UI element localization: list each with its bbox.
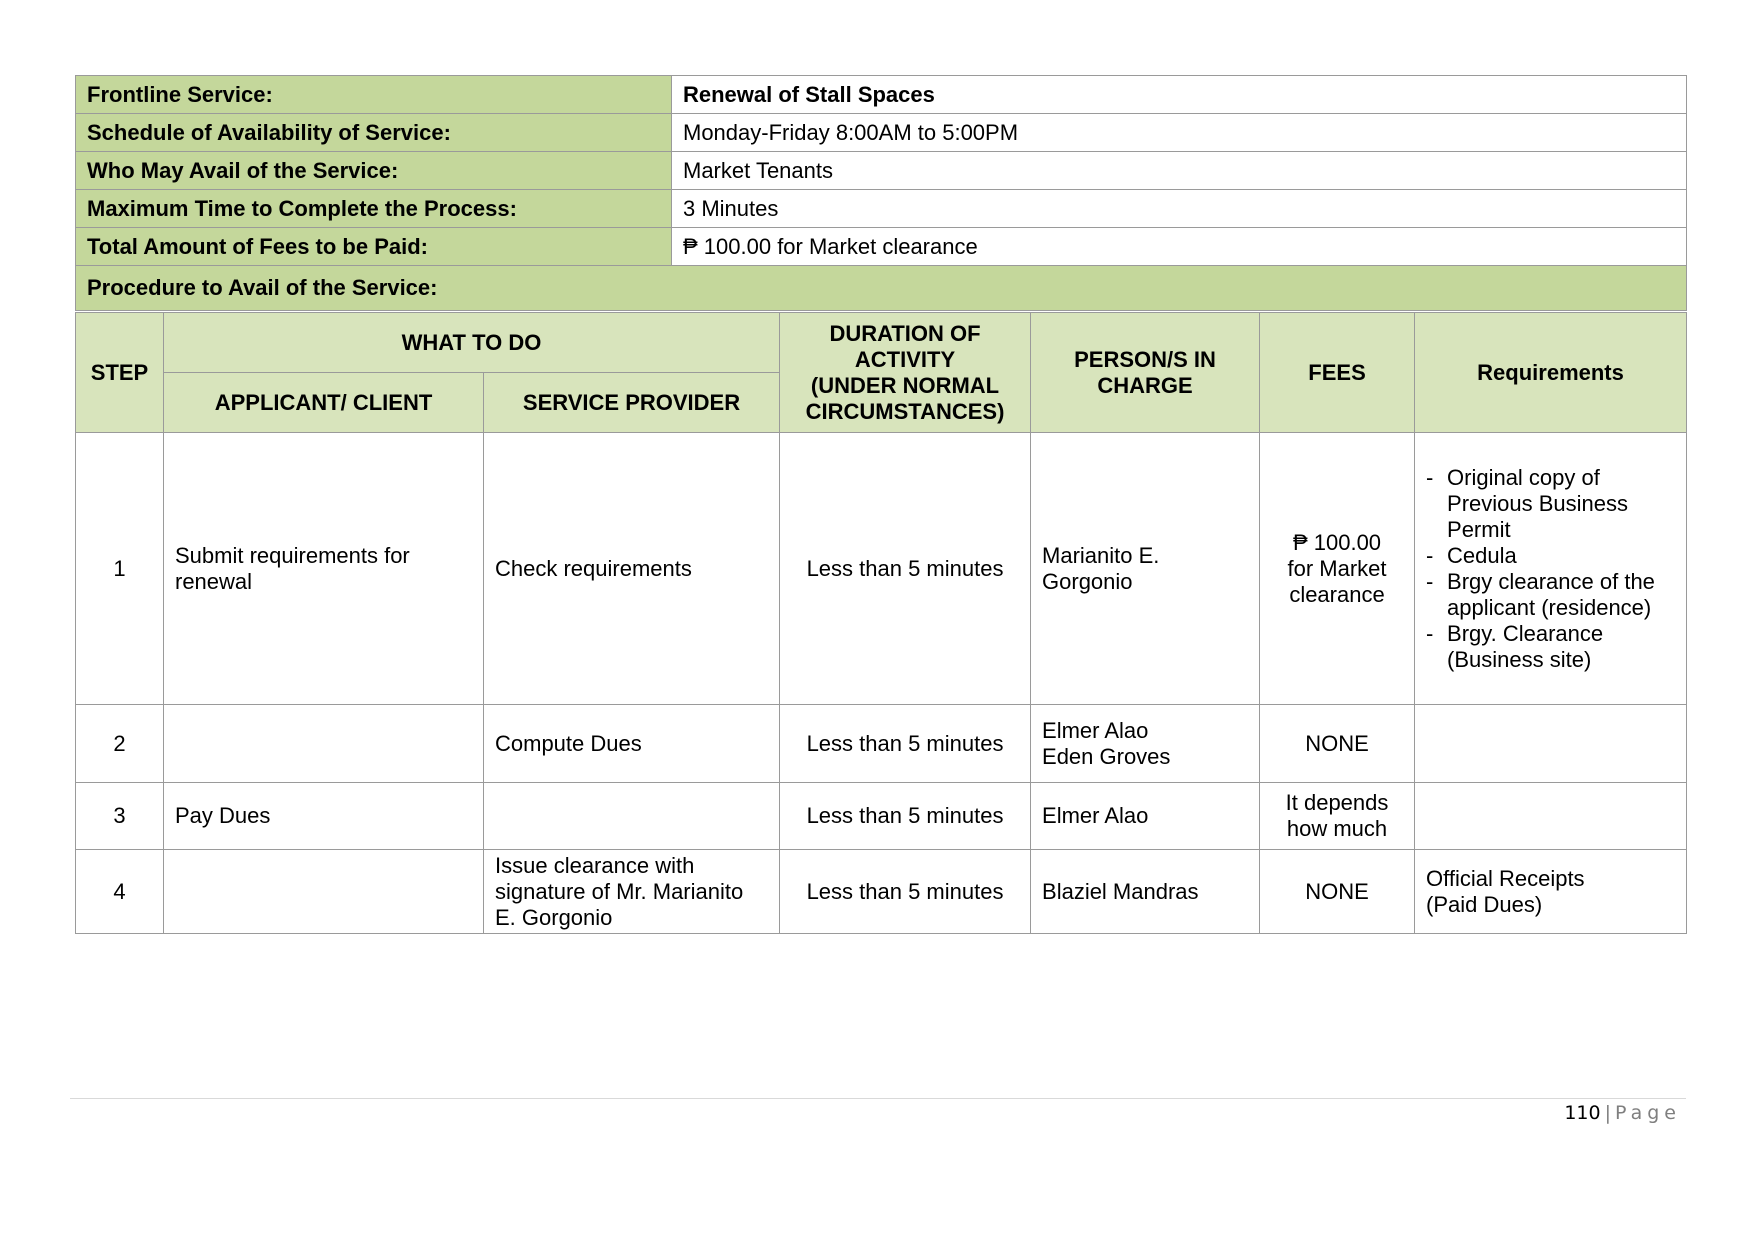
requirement-line: Permit [1447,516,1511,542]
max-time-label: Maximum Time to Complete the Process: [76,190,672,228]
applicant-action-line: Submit requirements for [175,542,410,568]
table-row [76,433,1687,705]
person-line: Blaziel Mandras [1042,878,1199,904]
requirement-line: Previous Business [1447,490,1628,516]
procedure-label: Procedure to Avail of the Service: [76,266,1687,311]
provider-action-line: Compute Dues [495,730,642,756]
frontline-service-value: Renewal of Stall Spaces [672,76,1687,114]
who-may-avail-label: Who May Avail of the Service: [76,152,672,190]
header-duration-line-4: CIRCUMSTANCES) [805,398,1005,424]
step-number: 4 [76,850,164,934]
applicant-action [164,433,484,705]
person-in-charge [1031,705,1260,783]
person-line: Elmer Alao [1042,717,1149,743]
provider-action-line: Check requirements [495,555,692,581]
header-duration-line-3: (UNDER NORMAL [810,372,1000,398]
fees-line: for Market [1287,555,1387,581]
header-applicant: APPLICANT/ CLIENT [164,373,484,433]
page-number: 110 [1564,1102,1601,1124]
fees-value [1260,433,1415,705]
provider-action-line: Issue clearance with [495,852,695,878]
requirements-cell [1415,705,1687,783]
schedule-value: Monday-Friday 8:00AM to 5:00PM [672,114,1687,152]
fees-value [1260,850,1415,934]
step-number: 2 [76,705,164,783]
fees-line: ₱ 100.00 [1292,529,1382,555]
header-step: STEP [76,313,164,433]
fees-line: NONE [1305,730,1369,756]
fees-line: It depends [1285,790,1389,815]
requirement-line: Brgy clearance of the [1447,568,1655,594]
header-duration-line-1: DURATION OF [829,320,981,346]
provider-action [484,783,780,850]
footer-divider [70,1098,1686,1099]
requirement-line: (Business site) [1447,646,1592,672]
header-what-to-do: WHAT TO DO [164,313,780,373]
page-separator: | [1604,1102,1611,1124]
requirement-line: Original copy of [1447,464,1600,490]
requirement-line: applicant (residence) [1447,594,1652,620]
duration-value: Less than 5 minutes [780,783,1031,850]
requirements-cell [1415,433,1687,705]
step-number: 1 [76,433,164,705]
requirement-item: - Brgy clearance of the applicant (residence) [1426,569,1675,621]
max-time-value: 3 Minutes [672,190,1687,228]
requirement-line: Brgy. Clearance [1447,620,1604,646]
applicant-action [164,850,484,934]
duration-value: Less than 5 minutes [780,705,1031,783]
person-line: Elmer Alao [1042,803,1149,828]
provider-action-line: E. Gorgonio [495,904,613,930]
fees-line: NONE [1305,878,1369,904]
applicant-action [164,783,484,850]
header-person-line-1: PERSON/S IN [1074,346,1216,372]
frontline-service-label: Frontline Service: [76,76,672,114]
applicant-action-line: Pay Dues [175,803,271,828]
header-person-line-2: CHARGE [1097,372,1193,398]
person-in-charge [1031,850,1260,934]
page-word: Page [1615,1102,1681,1124]
requirement-line: (Paid Dues) [1426,891,1543,917]
total-fees-label: Total Amount of Fees to be Paid: [76,228,672,266]
header-duration [780,313,1031,433]
who-may-avail-value: Market Tenants [672,152,1687,190]
person-line: Gorgonio [1042,568,1133,594]
schedule-label: Schedule of Availability of Service: [76,114,672,152]
applicant-action [164,705,484,783]
table-row [76,705,1687,783]
fees-line: clearance [1289,581,1385,607]
applicant-action-line: renewal [175,568,253,594]
provider-action-line: signature of Mr. Marianito [495,878,744,904]
requirements-list [1426,465,1675,673]
requirement-item: - Cedula [1426,543,1675,569]
provider-action [484,850,780,934]
person-line: Marianito E. [1042,542,1160,568]
service-info-table [75,75,1687,311]
person-in-charge [1031,433,1260,705]
header-service-provider: SERVICE PROVIDER [484,373,780,433]
fees-value [1260,705,1415,783]
table-row [76,850,1687,934]
requirement-item: - Original copy of Previous Business Permit [1426,465,1675,543]
header-person-in-charge [1031,313,1260,433]
table-row [76,783,1687,850]
page-footer [1564,1102,1681,1124]
procedure-table [75,312,1687,934]
requirements-cell [1415,850,1687,934]
requirement-line: Official Receipts [1426,865,1585,891]
person-line: Eden Groves [1042,743,1171,769]
requirement-item: - Brgy. Clearance (Business site) [1426,621,1675,673]
person-in-charge [1031,783,1260,850]
duration-value: Less than 5 minutes [780,850,1031,934]
header-fees: FEES [1260,313,1415,433]
provider-action [484,705,780,783]
requirement-line: Cedula [1447,542,1517,568]
header-requirements: Requirements [1415,313,1687,433]
provider-action [484,433,780,705]
requirements-cell [1415,783,1687,850]
total-fees-value: ₱ 100.00 for Market clearance [672,228,1687,266]
fees-value [1260,783,1415,850]
fees-line: how much [1286,816,1388,841]
header-duration-line-2: ACTIVITY [854,346,956,372]
step-number: 3 [76,783,164,850]
duration-value: Less than 5 minutes [780,433,1031,705]
